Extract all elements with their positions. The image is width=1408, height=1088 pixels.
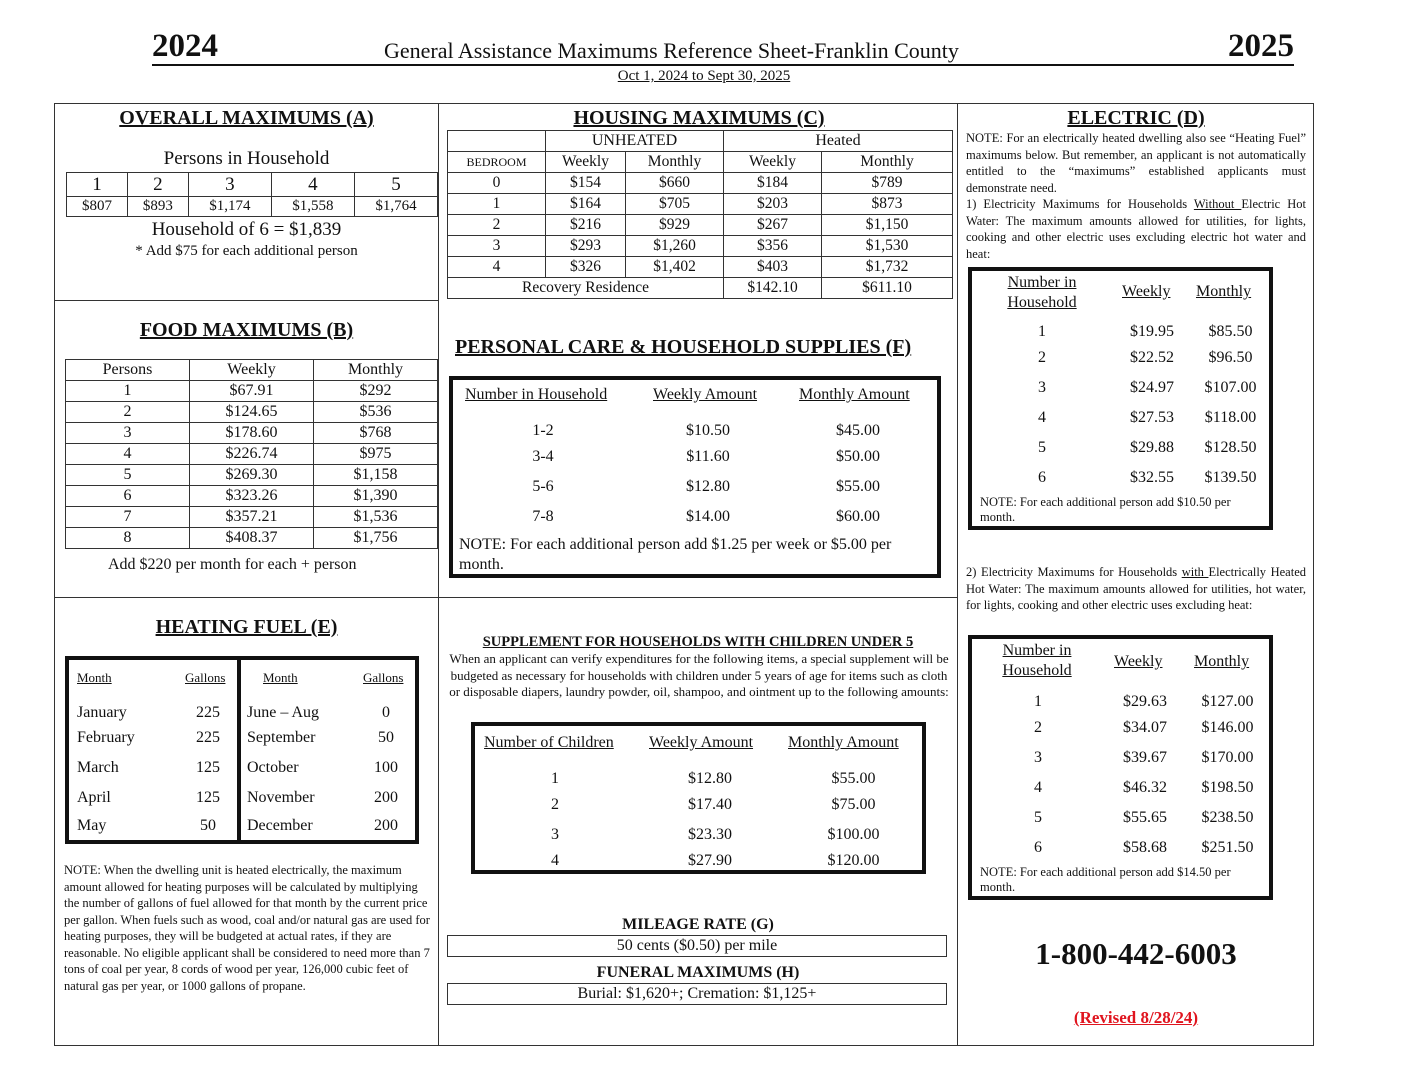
household-6: Household of 6 = $1,839 <box>151 219 342 240</box>
monthly-header: Monthly Amount <box>799 386 910 403</box>
weekly-header: Weekly <box>1114 653 1163 670</box>
table-row: 3 $293 $1,260 $356 $1,530 <box>448 236 953 257</box>
table-row: March 125 October 100 <box>77 759 398 776</box>
month-header: Month <box>263 670 298 685</box>
electric-section <box>958 104 1314 1045</box>
monthly-header: Monthly <box>1196 283 1252 300</box>
persons-2: 2 <box>127 173 188 197</box>
table-row: April 125 November 200 <box>77 789 398 806</box>
food-maximums-title: FOOD MAXIMUMS (B) <box>139 319 354 341</box>
children-supplement-section <box>439 598 957 1045</box>
persons-5: 5 <box>354 173 437 197</box>
monthly-header: Monthly <box>314 360 438 381</box>
table-row: 4 $27.53 $118.00 <box>1038 409 1257 426</box>
recovery-residence-row: Recovery Residence $142.10 $611.10 <box>448 278 953 299</box>
persons-1: 1 <box>67 173 128 197</box>
table-row: 2 $22.52 $96.50 <box>1038 349 1253 366</box>
weekly-header: Weekly Amount <box>653 386 758 403</box>
table-row: 2 $17.40 $75.00 <box>551 796 876 813</box>
table-row: 4 $326 $1,402 $403 $1,732 <box>448 257 953 278</box>
table-row: 3 $178.60 $768 <box>66 423 438 444</box>
unheated-header: UNHEATED <box>546 131 724 152</box>
heating-fuel-note: NOTE: When the dwelling unit is heated electrically, the maximum amount allowed for heating purposes will be calculated by multiplying the number of gallons of fuel allowed for that month by the current price per gallon. When fuels such as wood, coal and/or natural gas are used for heating purposes, they will be budgeted at actual rates, if they are reasonable. No eligible applicant shall be considered to need more than 7 tons of coal per year, 8 cords of wood per year, 126,000 cubic feet of natural gas per year, or 1000 gallons of propane. <box>64 863 430 993</box>
table-row: 2 $216 $929 $267 $1,150 <box>448 215 953 236</box>
mileage-value: 50 cents ($0.50) per mile <box>447 935 947 957</box>
table-row: 3-4 $11.60 $50.00 <box>532 448 880 465</box>
table-row: May 50 December 200 <box>77 817 398 834</box>
personal-care-table <box>449 376 941 578</box>
overall-table <box>66 172 438 217</box>
table-row: 3 $24.97 $107.00 <box>1038 379 1257 396</box>
table-row: 4 $46.32 $198.50 <box>1034 779 1254 796</box>
unheated-weekly-header: Weekly <box>546 152 626 173</box>
monthly-header: Monthly <box>1194 653 1250 670</box>
amount-1: $807 <box>67 197 128 217</box>
table-row: January 225 June – Aug 0 <box>77 704 390 721</box>
housing-table <box>447 130 953 299</box>
electric-table-1 <box>968 267 1273 530</box>
table-row: 1-2 $10.50 $45.00 <box>532 422 880 439</box>
bedroom-header: BEDROOM <box>448 152 546 173</box>
weekly-header: Weekly <box>190 360 314 381</box>
table-row: 4 $27.90 $120.00 <box>551 852 880 869</box>
table-row: 1 $12.80 $55.00 <box>551 770 876 787</box>
heated-weekly-header: Weekly <box>724 152 822 173</box>
phone-number: 1-800-442-6003 <box>1035 936 1237 971</box>
funeral-title: FUNERAL MAXIMUMS (H) <box>596 964 800 981</box>
overall-note: * Add $75 for each additional person <box>135 243 358 259</box>
number-header: Number in Household <box>465 386 608 403</box>
table-row: 5 $269.30 $1,158 <box>66 465 438 486</box>
number-header: Number in Household <box>1007 274 1077 311</box>
overall-maximums-section <box>55 104 438 300</box>
table-row: 3 $39.67 $170.00 <box>1034 749 1254 766</box>
table-row: 3 $23.30 $100.00 <box>551 826 880 843</box>
page-title: General Assistance Maximums Reference Sheet-Franklin County <box>384 38 959 63</box>
weekly-header: Weekly Amount <box>649 734 754 751</box>
table-row: 0 $154 $660 $184 $789 <box>448 173 953 194</box>
amount-5: $1,764 <box>354 197 437 217</box>
table-row: 1 $29.63 $127.00 <box>1034 693 1254 710</box>
date-range: Oct 1, 2024 to Sept 30, 2025 <box>617 68 791 84</box>
electric-part1-desc: 1) Electricity Maximums for Households Without Electric Hot Water: The maximum amounts allowed for utilities, for lights, cooking and other electric uses excluding electric hot water and heat: <box>966 197 1306 261</box>
children-table <box>471 722 926 874</box>
children-supplement-desc: When an applicant can verify expenditures for the following items, a special supplement will be budgeted as necessary for households with children under 5 years of age for items such as cloth or disposable diapers, laundry powder, oil, shampoo, and ointment up to the following amounts: <box>449 651 949 699</box>
children-supplement-title: SUPPLEMENT FOR HOUSEHOLDS WITH CHILDREN UNDER 5 <box>482 634 914 650</box>
electric-table-2-note: NOTE: For each additional person add $14.50 per month. <box>980 865 1231 894</box>
housing-maximums-section <box>439 104 957 300</box>
table-row: 6 $58.68 $251.50 <box>1034 839 1254 856</box>
personal-care-title: PERSONAL CARE & HOUSEHOLD SUPPLIES (F) <box>455 336 912 358</box>
persons-3: 3 <box>188 173 271 197</box>
electric-table-1-note: NOTE: For each additional person add $10.50 per month. <box>980 495 1231 524</box>
heated-header: Heated <box>724 131 953 152</box>
amount-4: $1,558 <box>271 197 354 217</box>
table-row: 7-8 $14.00 $60.00 <box>532 508 880 525</box>
persons-header: Persons <box>66 360 190 381</box>
funeral-value: Burial: $1,620+; Cremation: $1,125+ <box>447 983 947 1005</box>
revised-date: (Revised 8/28/24) <box>1073 1008 1199 1027</box>
table-row: 5 $55.65 $238.50 <box>1034 809 1254 826</box>
monthly-header: Monthly Amount <box>788 734 899 751</box>
reference-grid <box>54 103 1314 1046</box>
amount-3: $1,174 <box>188 197 271 217</box>
table-row: 1 $19.95 $85.50 <box>1038 323 1253 340</box>
heating-fuel-section <box>55 598 438 1045</box>
food-maximums-section <box>55 301 438 597</box>
housing-maximums-title: HOUSING MAXIMUMS (C) <box>573 107 825 129</box>
heated-monthly-header: Monthly <box>822 152 953 173</box>
amount-2: $893 <box>127 197 188 217</box>
table-row: 5 $29.88 $128.50 <box>1038 439 1257 456</box>
table-row: 4 $226.74 $975 <box>66 444 438 465</box>
gallons-header: Gallons <box>185 670 226 685</box>
electric-title: ELECTRIC (D) <box>1067 107 1205 129</box>
persons-label: Persons in Household <box>163 148 330 169</box>
food-table <box>65 359 438 549</box>
persons-4: 4 <box>271 173 354 197</box>
overall-maximums-title: OVERALL MAXIMUMS (A) <box>119 107 374 129</box>
table-row: 8 $408.37 $1,756 <box>66 528 438 549</box>
mileage-title: MILEAGE RATE (G) <box>622 916 774 933</box>
table-row: 1 $67.91 $292 <box>66 381 438 402</box>
weekly-header: Weekly <box>1122 283 1171 300</box>
table-row: 2 $124.65 $536 <box>66 402 438 423</box>
table-row: 2 $34.07 $146.00 <box>1034 719 1254 736</box>
heating-fuel-title: HEATING FUEL (E) <box>155 616 338 638</box>
food-note: Add $220 per month for each + person <box>108 556 357 573</box>
page-header <box>152 28 1294 66</box>
year-start: 2024 <box>152 28 218 64</box>
number-header: Number in Household <box>1002 642 1072 679</box>
table-row: 1 $164 $705 $203 $873 <box>448 194 953 215</box>
personal-care-note: NOTE: For each additional person add $1.25 per week or $5.00 per month. <box>459 536 892 573</box>
unheated-monthly-header: Monthly <box>626 152 724 173</box>
heating-fuel-table <box>65 656 419 844</box>
electric-table-2 <box>968 635 1273 900</box>
table-row: 7 $357.21 $1,536 <box>66 507 438 528</box>
year-end: 2025 <box>1228 28 1294 64</box>
gallons-header: Gallons <box>363 670 404 685</box>
electric-part2-desc: 2) Electricity Maximums for Households with Electrically Heated Hot Water: The maximum amounts allowed for utilities, hot water, for lights, cooking and other electric uses excluding heat: <box>966 565 1306 612</box>
electric-intro-note: NOTE: For an electrically heated dwelling also see “Heating Fuel” maximums below. But remember, an applicant is not automatically entitled to the “maximums” established applicants must demonstrate need. <box>966 131 1306 195</box>
personal-care-section <box>439 301 957 597</box>
month-header: Month <box>77 670 112 685</box>
table-row: February 225 September 50 <box>77 729 394 746</box>
table-row: 5-6 $12.80 $55.00 <box>532 478 880 495</box>
table-row: 6 $323.26 $1,390 <box>66 486 438 507</box>
number-header: Number of Children <box>484 734 614 751</box>
table-row: 6 $32.55 $139.50 <box>1038 469 1257 486</box>
